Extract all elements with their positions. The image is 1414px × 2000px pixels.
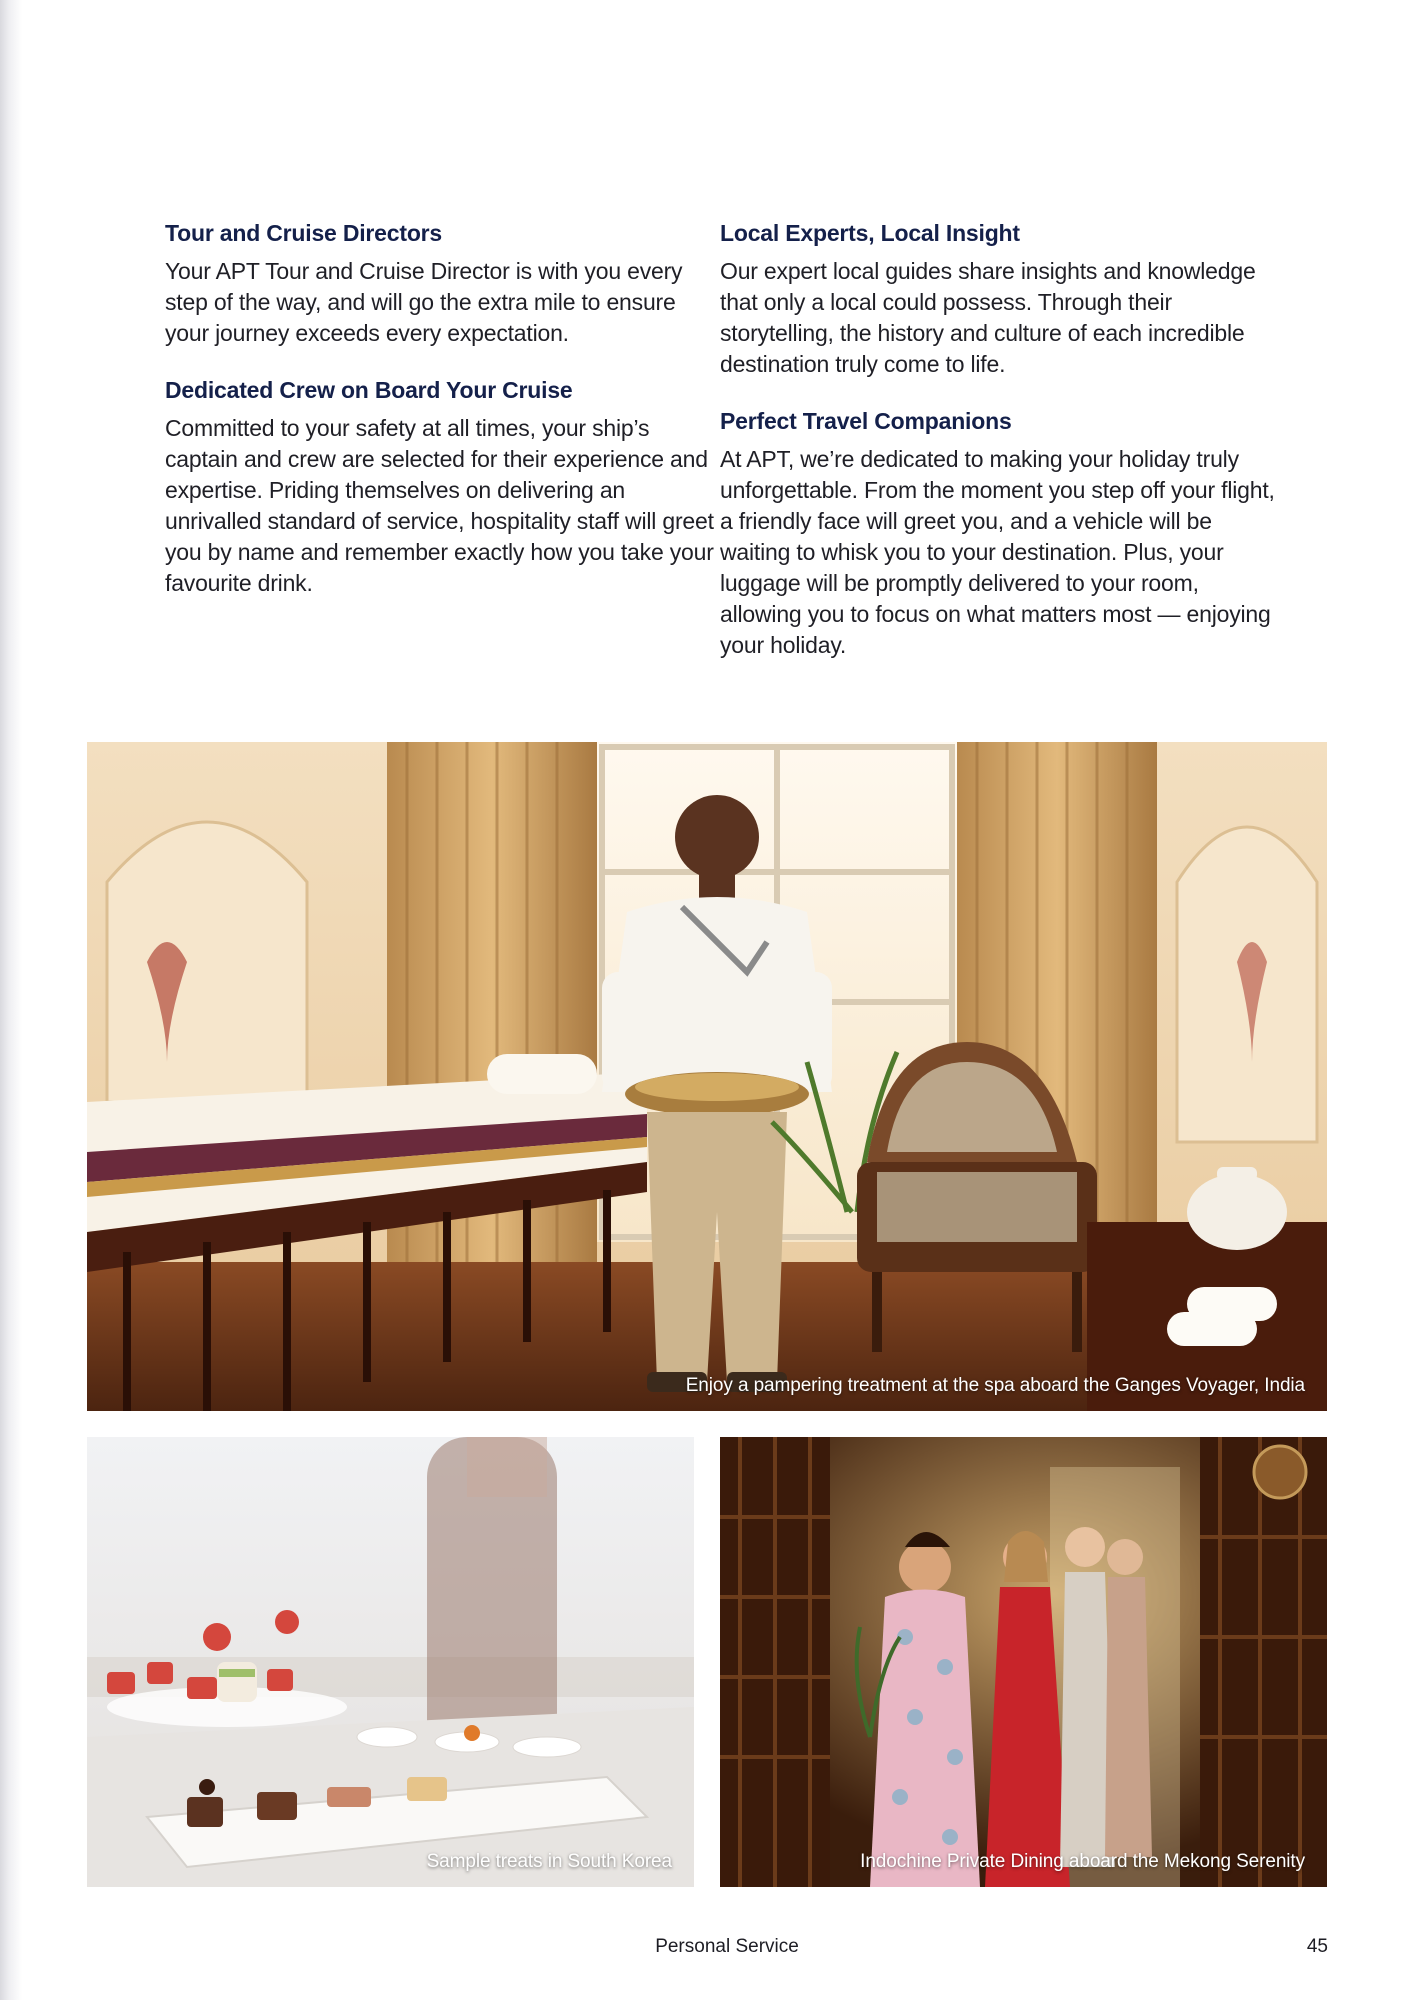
section-local-experts [720, 218, 1280, 380]
section-heading: Local Experts, Local Insight [720, 220, 1020, 246]
section-body: Your APT Tour and Cruise Director is with you every step of the way, and will go the extra mile to ensure your journey exceeds every expectation. [165, 258, 683, 346]
right-text-column [720, 218, 1280, 687]
footer-section-title: Personal Service [655, 1936, 799, 1957]
treats-illustration [87, 1437, 694, 1887]
spa-photo [87, 742, 1327, 1411]
dining-photo-caption: Indochine Private Dining aboard the Mekong Serenity [860, 1851, 1305, 1872]
section-heading: Dedicated Crew on Board Your Cruise [165, 377, 573, 403]
dining-illustration [720, 1437, 1327, 1887]
section-body: Committed to your safety at all times, your ship’s captain and crew are selected for their experience and expertise. Priding themselves on delivering an unrivalled standard of service, hospitality staff will greet you by name and remember exactly how you take your favourite drink. [165, 415, 714, 596]
section-heading: Tour and Cruise Directors [165, 220, 443, 246]
dining-photo [720, 1437, 1327, 1887]
section-heading: Perfect Travel Companions [720, 408, 1012, 434]
left-text-column [165, 218, 725, 625]
page-gutter-shadow [0, 0, 22, 2000]
treats-photo [87, 1437, 694, 1887]
section-dedicated-crew [165, 375, 725, 599]
page-number: 45 [1306, 1936, 1328, 1957]
spa-illustration [87, 742, 1327, 1411]
spa-photo-caption: Enjoy a pampering treatment at the spa aboard the Ganges Voyager, India [685, 1375, 1305, 1396]
section-body: Our expert local guides share insights and knowledge that only a local could possess. Through their storytelling, the history and culture of each incredible destination truly come to life. [720, 258, 1256, 377]
section-travel-companions [720, 406, 1280, 661]
section-body: At APT, we’re dedicated to making your holiday truly unforgettable. From the moment you step off your flight, a friendly face will greet you, and a vehicle will be waiting to whisk you to your destination. Plus, your luggage will be promptly delivered to your room, allowing you to focus on what matters most — enjoying your holiday. [720, 446, 1275, 658]
treats-photo-caption: Sample treats in South Korea [426, 1851, 672, 1872]
section-tour-cruise-directors [165, 218, 725, 349]
